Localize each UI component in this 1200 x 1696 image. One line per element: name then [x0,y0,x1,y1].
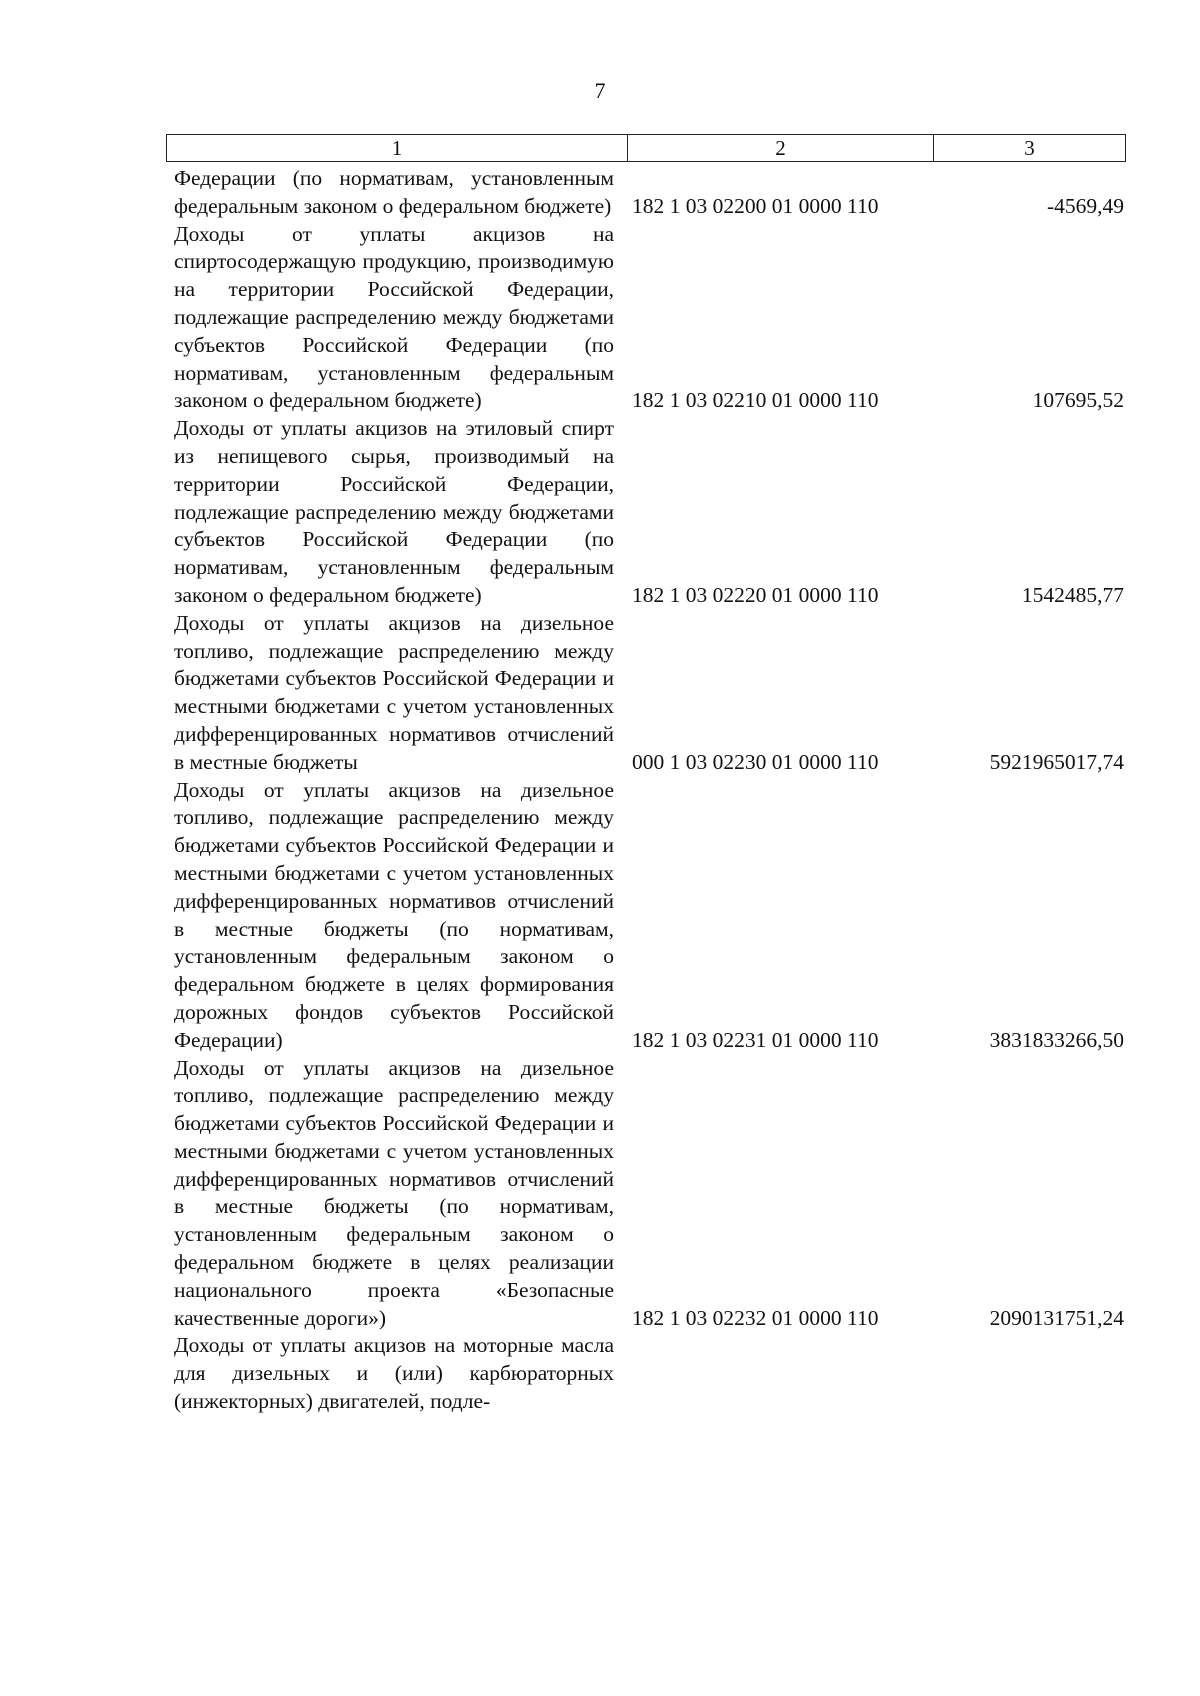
row-description: Доходы от уплаты акцизов на этиловый спирт из непищевого сырья, производимый на территории Российской Федерации, подлежащие распределению между бюджетами субъектов Российской Федерации (по нормативам, установленным федеральным законом о федеральном бюджете) [174,416,614,607]
table-row [174,1332,1124,1415]
row-code: 182 1 03 02232 01 0000 110 [632,1305,879,1330]
page-number: 7 [594,78,606,103]
table-row [174,221,1124,416]
row-amount: 107695,52 [1032,388,1124,413]
row-amount: -4569,49 [1046,193,1124,218]
table-row [174,415,1124,610]
row-amount: 1542485,77 [1021,582,1124,607]
row-amount: 2090131751,24 [989,1305,1124,1330]
row-description: Доходы от уплаты акцизов на дизельное топливо, подлежащие распределению между бюджетами субъектов Российской Федерации и местными бюджетами с учетом установленных дифференцированных нормативов отчислений в местные бюджеты (по нормативам, установленным федеральным законом о федеральном бюджете в целях реализации национального проекта «Безопасные качественные дороги») [174,1055,614,1330]
row-description: Доходы от уплаты акцизов на дизельное топливо, подлежащие распределению между бюджетами субъектов Российской Федерации и местными бюджетами с учетом установленных дифференцированных нормативов отчислений в местные бюджеты (по нормативам, установленным федеральным законом о федеральном бюджете в целях формирования дорожных фондов субъектов Российской Федерации) [174,777,614,1052]
row-amount: 3831833266,50 [989,1027,1124,1052]
table-row [174,165,1124,221]
column-header-1: 1 [167,135,628,161]
row-description: Доходы от уплаты акцизов на дизельное топливо, подлежащие распределению между бюджетами субъектов Российской Федерации и местными бюджетами с учетом установленных дифференцированных нормативов отчислений в местные бюджеты [174,610,614,774]
table-body [174,165,1124,1416]
row-description: Федерации (по нормативам, установленным федеральным законом о федеральном бюджете) [174,166,614,218]
row-amount: 5921965017,74 [989,749,1124,774]
row-code: 000 1 03 02230 01 0000 110 [632,749,879,774]
table-row [174,610,1124,777]
row-description: Доходы от уплаты акцизов на моторные масла для дизельных и (или) карбюраторных (инжекторных) двигателей, подле- [174,1333,614,1414]
row-code: 182 1 03 02220 01 0000 110 [632,582,879,607]
row-code: 182 1 03 02200 01 0000 110 [632,193,879,218]
table-row [174,1055,1124,1333]
table-header-row [166,134,1126,162]
row-description: Доходы от уплаты акцизов на спиртосодержащую продукцию, производимую на территории Российской Федерации, подлежащие распределению между бюджетами субъектов Российской Федерации (по нормативам, установленным федеральным законом о федеральном бюджете) [174,221,614,413]
row-code: 182 1 03 02231 01 0000 110 [632,1027,879,1052]
row-code: 182 1 03 02210 01 0000 110 [632,388,879,413]
table-row [174,777,1124,1055]
column-header-2: 2 [628,135,934,161]
column-header-3: 3 [1024,135,1035,160]
